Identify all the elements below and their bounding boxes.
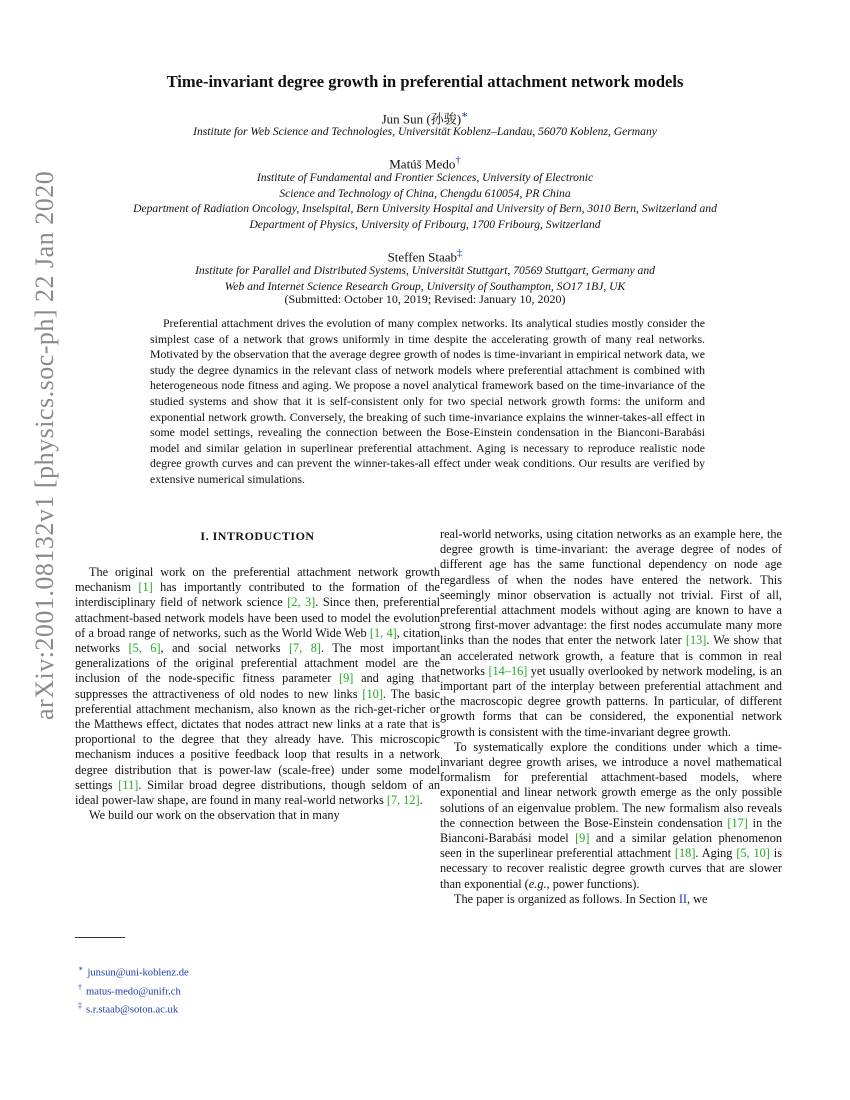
citation-link[interactable]: [5, 6]	[128, 641, 161, 656]
section-link[interactable]: II	[678, 891, 688, 906]
citation-link[interactable]: [5, 10]	[736, 846, 770, 861]
citation-link[interactable]: [1, 4]	[369, 625, 397, 640]
text-run: is necessary to recover realistic degree growth curves that are slower than exponential (	[440, 846, 782, 891]
citation-link[interactable]: [18]	[674, 846, 696, 861]
email-link[interactable]: matus-medo@unifr.ch	[86, 986, 181, 998]
author-mark[interactable]: ∗	[461, 109, 469, 121]
text-run: real-world networks, using citation networks as an example here, the degree growth is time-invariant: the average degree of nodes of different age has the same functional dependency on node age regardless of when the nodes have entered the network. This seemingly minor observation is actually not trivial. First of all, preferential attachment models without aging are known to have a strong first-mover advantage: the first nodes accumulate many more links than the nodes that enter the network later	[440, 527, 782, 648]
paper-title: Time-invariant degree growth in preferential attachment network models	[166, 72, 684, 91]
text-run: , power functions).	[546, 876, 640, 891]
citation-link[interactable]: [7, 8]	[288, 641, 321, 656]
citation-link[interactable]: [14–16]	[488, 663, 528, 678]
left-column	[75, 565, 440, 823]
text-run: The paper is organized as follows. In Section	[454, 891, 679, 906]
footnote-rule	[75, 937, 125, 938]
text-run: .	[419, 793, 423, 808]
author-mark[interactable]: †	[455, 154, 461, 166]
citation-link[interactable]: [10]	[362, 686, 383, 701]
text-run: . Similar broad degree distributions, though seldom of an ideal power-law shape, are found in many real-world networks	[75, 777, 441, 808]
footnote-2: † matus-medo@unifr.ch	[78, 982, 181, 998]
text-run: , citation networks	[75, 625, 440, 656]
text-run: and a similar gelation phenomenon seen in the superlinear preferential attachment	[440, 831, 782, 861]
email-link[interactable]: s.r.staab@soton.ac.uk	[86, 1004, 179, 1016]
paragraph	[440, 527, 782, 740]
text-run: . Since then, preferential attachment-based network models have been used to model the evolution of a broad range of networks, such as the World Wide Web	[75, 595, 441, 640]
citation-link[interactable]: [13]	[685, 633, 707, 648]
paragraph	[75, 808, 440, 823]
text-run: , and social networks	[160, 641, 289, 656]
affiliation-1: Institute for Web Science and Technologies, Universität Koblenz–Landau, 56070 Koblenz, Germany	[193, 125, 657, 138]
author-name: Steffen Staab	[387, 249, 457, 265]
text-run: and aging that suppresses the attractiveness of old nodes to new links	[75, 671, 440, 701]
citation-link[interactable]: [7, 12]	[386, 793, 420, 808]
text-run: e.g.	[528, 876, 547, 891]
citation-link[interactable]: [2, 3]	[287, 595, 316, 610]
author-name: Jun Sun (孙骏)	[381, 111, 462, 127]
author-mark[interactable]: ‡	[457, 247, 463, 259]
paragraph	[75, 565, 440, 808]
text-run: . We show that an accelerated network growth, a feature that is common in real networks	[440, 633, 782, 678]
author-name: Matúš Medo	[389, 156, 456, 172]
citation-link[interactable]: [1]	[138, 580, 153, 595]
affiliation-3: Institute for Parallel and Distributed Systems, Universität Stuttgart, 70569 Stuttgart, Germany and Web and Internet Science Research Group, University of Southampton, SO17 1BJ, UK	[195, 264, 655, 293]
citation-link[interactable]: [11]	[118, 777, 139, 792]
footnote-3: ‡ s.r.staab@soton.ac.uk	[78, 1001, 179, 1016]
footnote-1: ∗ junsun@uni-koblenz.de	[78, 964, 189, 979]
footnotes	[78, 962, 189, 1018]
text-run: in the Bianconi-Barabási model	[440, 815, 782, 846]
email-link[interactable]: junsun@uni-koblenz.de	[87, 967, 189, 979]
text-run: We build our work on the observation that in many	[89, 808, 340, 823]
text-run: . The basic preferential attachment mechanism, also known as the rich-get-richer or the Matthews effect, dictates that nodes attract new links at a rate that is proportional to the degree that they already have. This microscopic mechanism induces a positive feedback loop that results in a network degree distribution that is power-law (scale-free) under some model settings	[75, 686, 440, 792]
text-run: has importantly contributed to the formation of the interdisciplinary field of network science	[75, 580, 441, 610]
text-run: . Aging	[695, 846, 737, 861]
submission-dates: (Submitted: October 10, 2019; Revised: January 10, 2020)	[284, 292, 566, 306]
affiliation-2: Institute of Fundamental and Frontier Sciences, University of Electronic Science and Technology of China, Chengdu 610054, PR China Department of Radiation Oncology, Inselspital, Bern University Hospital and University of Bern, 3010 Bern, Switzerland and Department of Physics, University of Fribourg, 1700 Fribourg, Switzerland	[133, 171, 717, 231]
paragraph	[440, 740, 782, 892]
text-run: . The most important generalizations of the original preferential attachment model are the inclusion of the node-specific fitness parameter	[75, 641, 440, 686]
citation-link[interactable]: [9]	[575, 831, 590, 846]
text-run: yet usually overlooked by network modeling, is an important part of the interplay between preferential attachment and the macroscopic degree growth patterns. In particular, of different growth forms that can be considered, the exponential network growth is consistent with the time-invariant degree growth.	[440, 663, 782, 739]
section-heading: I. INTRODUCTION	[200, 529, 315, 543]
right-column	[440, 527, 782, 907]
citation-link[interactable]: [9]	[339, 671, 354, 686]
text-run: To systematically explore the conditions under which a time-invariant degree growth arises, we introduce a novel mathematical formalism for preferential attachment-based models, where exponential and linear network growth emerge as the only possible solutions of an eigenvalue problem. The new formalism also reveals the connection between the Bose-Einstein condensation	[440, 739, 782, 830]
abstract: Preferential attachment drives the evolution of many complex networks. Its analytical studies mostly consider the simplest case of a network that grows uniformly in time despite the accelerating growth of many real networks. Motivated by the observation that the average degree growth of nodes is time-invariant in empirical network data, we study the degree dynamics in the relevant class of network models where preferential attachment is combined with heterogeneous node fitness and aging. We propose a novel analytical framework based on the time-invariance of the studied systems and show that it is self-consistent only for two special network growth forms: the uniform and exponential network growth. Conversely, the breaking of such time-invariance explains the winner-takes-all effect in some model settings, revealing the connection between the Bose-Einstein condensation in the Bianconi-Barabási model and similar gelation in superlinear preferential attachment. Aging is necessary to reproduce realistic node degree growth curves and can prevent the winner-takes-all effect under weak conditions. Our results are verified by extensive numerical simulations.	[150, 316, 705, 486]
arxiv-side-stamp: arXiv:2001.08132v1 [physics.soc-ph] 22 Jan 2020	[30, 170, 59, 720]
text-run: , we	[687, 891, 708, 906]
text-run: The original work on the preferential attachment network growth mechanism	[75, 565, 440, 595]
citation-link[interactable]: [17]	[727, 815, 748, 830]
paragraph	[440, 892, 782, 907]
